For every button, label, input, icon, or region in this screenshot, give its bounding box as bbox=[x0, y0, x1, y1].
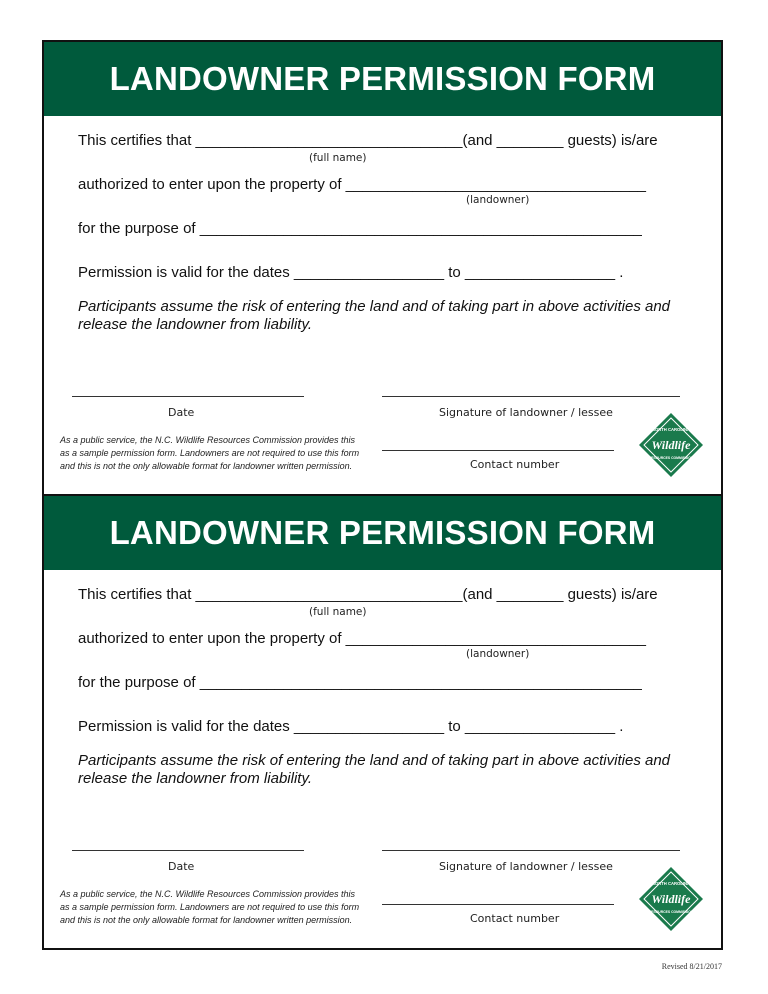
valid-dates-line: Permission is valid for the dates __________________ to __________________ . bbox=[78, 264, 624, 281]
logo-top-text: NORTH CAROLINA bbox=[651, 881, 691, 886]
authorized-line: authorized to enter upon the property of ____________________________________ bbox=[78, 630, 647, 647]
full-name-caption: (full name) bbox=[309, 152, 367, 164]
signature-label: Signature of landowner / lessee bbox=[439, 860, 613, 873]
form-title: LANDOWNER PERMISSION FORM bbox=[109, 514, 656, 551]
purpose-line: for the purpose of _____________________________________________________ bbox=[78, 220, 642, 237]
logo-middle-text: Wildlife bbox=[651, 892, 691, 906]
full-name-caption: (full name) bbox=[309, 606, 367, 618]
permission-form-2 bbox=[42, 494, 723, 950]
wildlife-commission-logo bbox=[638, 866, 704, 932]
logo-top-text: NORTH CAROLINA bbox=[651, 427, 691, 432]
contact-number-label: Contact number bbox=[470, 458, 560, 471]
landowner-caption: (landowner) bbox=[466, 194, 530, 206]
form-header-banner bbox=[44, 496, 721, 570]
date-signature-line bbox=[72, 396, 304, 397]
logo-middle-text: Wildlife bbox=[651, 438, 691, 452]
date-label: Date bbox=[168, 406, 195, 419]
certifies-line: This certifies that ________________________________(and ________ guests) is/are bbox=[78, 132, 658, 149]
signature-label: Signature of landowner / lessee bbox=[439, 406, 613, 419]
contact-number-line bbox=[382, 450, 614, 451]
purpose-line: for the purpose of _____________________________________________________ bbox=[78, 674, 642, 691]
contact-number-label: Contact number bbox=[470, 912, 560, 925]
contact-number-line bbox=[382, 904, 614, 905]
logo-bottom-text: RESOURCES COMMISSION bbox=[648, 456, 694, 460]
liability-notice: Participants assume the risk of entering the land and of taking part in above activities and release the landowner from liability. bbox=[78, 752, 671, 787]
landowner-caption: (landowner) bbox=[466, 648, 530, 660]
landowner-signature-line bbox=[382, 850, 680, 851]
landowner-signature-line bbox=[382, 396, 680, 397]
logo-bottom-text: RESOURCES COMMISSION bbox=[648, 910, 694, 914]
disclaimer-text: As a public service, the N.C. Wildlife Resources Commission provides this as a sample permission form. Landowners are not required to use this form and this is not the only allowable format for landowner written permission. bbox=[60, 435, 360, 471]
disclaimer-text: As a public service, the N.C. Wildlife Resources Commission provides this as a sample permission form. Landowners are not required to use this form and this is not the only allowable format for landowner written permission. bbox=[60, 889, 360, 925]
valid-dates-line: Permission is valid for the dates __________________ to __________________ . bbox=[78, 718, 624, 735]
liability-notice: Participants assume the risk of entering the land and of taking part in above activities and release the landowner from liability. bbox=[78, 298, 671, 333]
date-signature-line bbox=[72, 850, 304, 851]
permission-form-1 bbox=[42, 40, 723, 496]
certifies-line: This certifies that ________________________________(and ________ guests) is/are bbox=[78, 586, 658, 603]
wildlife-commission-logo bbox=[638, 412, 704, 478]
authorized-line: authorized to enter upon the property of ____________________________________ bbox=[78, 176, 647, 193]
form-title: LANDOWNER PERMISSION FORM bbox=[109, 60, 656, 97]
revision-date: Revised 8/21/2017 bbox=[661, 962, 722, 971]
form-header-banner bbox=[44, 42, 721, 116]
date-label: Date bbox=[168, 860, 195, 873]
